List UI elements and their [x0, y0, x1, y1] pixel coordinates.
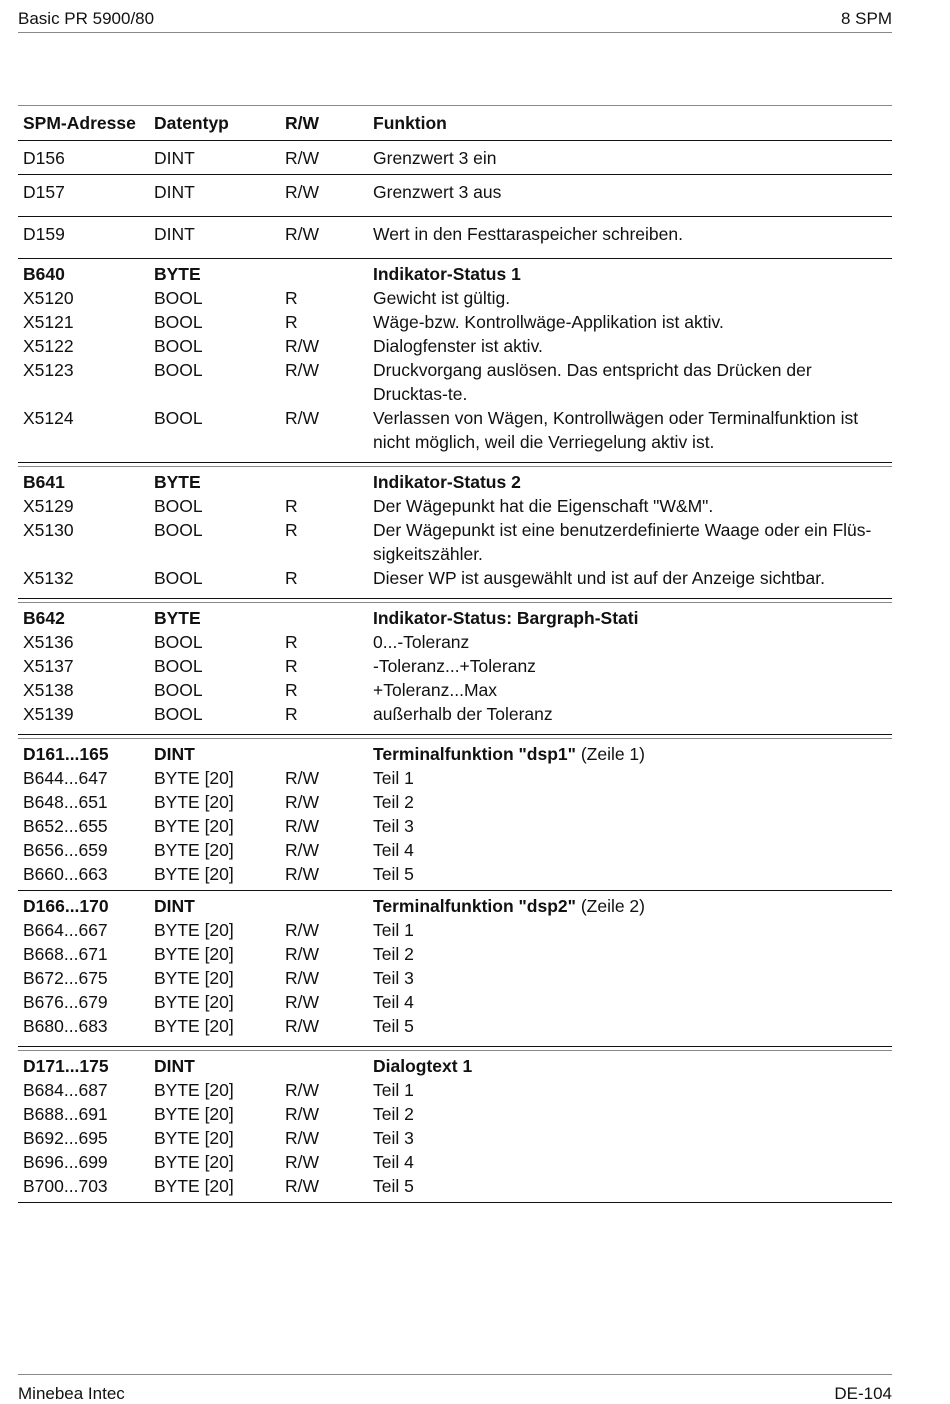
address-cell: X5122 — [23, 336, 74, 356]
group-title-cell — [368, 606, 892, 630]
table-row — [18, 1102, 892, 1126]
datatype-cell: BYTE [20] — [154, 1176, 234, 1196]
address-cell: X5137 — [23, 656, 74, 676]
table-row-group — [18, 603, 892, 739]
group-header-row — [18, 742, 892, 766]
datatype-cell: BYTE [20] — [154, 1128, 234, 1148]
table-row — [18, 814, 892, 838]
datatype-cell: BYTE [20] — [154, 1080, 234, 1100]
rw-cell: R — [285, 568, 298, 588]
function-cell: außerhalb der Toleranz — [373, 704, 553, 724]
datatype-cell: BOOL — [154, 336, 203, 356]
address-cell: B688...691 — [23, 1104, 108, 1124]
rw-cell: R/W — [285, 992, 320, 1012]
group-title: Indikator-Status 1 — [373, 264, 521, 284]
address-cell: D159 — [23, 223, 65, 244]
group-title: Indikator-Status: Bargraph-Stati — [373, 608, 639, 628]
datatype-cell: BOOL — [154, 408, 203, 428]
group-address-cell: D161...165 — [23, 744, 109, 764]
address-cell: X5138 — [23, 680, 74, 700]
function-cell: Gewicht ist gültig. — [373, 288, 511, 308]
address-cell: B692...695 — [23, 1128, 108, 1148]
group-address-cell: D171...175 — [23, 1056, 109, 1076]
function-cell: Teil 4 — [373, 992, 414, 1012]
group-header-row — [18, 470, 892, 494]
datatype-cell: BOOL — [154, 360, 203, 380]
table-row — [18, 766, 892, 790]
datatype-cell: BYTE [20] — [154, 768, 234, 788]
rw-cell: R — [285, 656, 298, 676]
address-cell: B684...687 — [23, 1080, 108, 1100]
rw-cell: R/W — [285, 1104, 320, 1124]
group-datatype-cell: BYTE — [154, 472, 201, 492]
rw-cell: R/W — [285, 944, 320, 964]
table-row — [18, 310, 892, 334]
table-row — [18, 1150, 892, 1174]
rw-cell: R/W — [285, 1128, 320, 1148]
table-row — [18, 141, 892, 174]
rw-cell: R/W — [285, 816, 320, 836]
rw-cell: R/W — [285, 408, 320, 428]
table-row-group — [18, 259, 892, 467]
function-cell: Dieser WP ist ausgewählt und ist auf der Anzeige sichtbar. — [373, 568, 826, 588]
function-cell: +Toleranz...Max — [373, 680, 498, 700]
table-row — [18, 175, 892, 208]
datatype-cell: BOOL — [154, 520, 203, 540]
datatype-cell: BOOL — [154, 632, 203, 652]
group-header-row — [18, 262, 892, 286]
function-cell: Der Wägepunkt ist eine benutzerdefinierte Waage oder ein Flüs-sigkeitszähler. — [373, 520, 872, 564]
address-cell: X5121 — [23, 312, 74, 332]
table-row — [18, 862, 892, 886]
function-cell: Wert in den Festtaraspeicher schreiben. — [373, 223, 683, 244]
address-cell: B676...679 — [23, 992, 108, 1012]
group-datatype-cell: DINT — [154, 744, 195, 764]
rw-cell: R/W — [285, 864, 320, 884]
table-row — [18, 942, 892, 966]
address-cell: B644...647 — [23, 768, 108, 788]
address-cell: X5130 — [23, 520, 74, 540]
address-cell: B656...659 — [23, 840, 108, 860]
address-cell: X5124 — [23, 408, 74, 428]
datatype-cell: BOOL — [154, 704, 203, 724]
rw-cell: R — [285, 288, 298, 308]
column-header: Funktion — [373, 112, 447, 133]
company-name: Minebea Intec — [18, 1384, 125, 1403]
group-datatype-cell: BYTE — [154, 608, 201, 628]
table-row-group — [18, 217, 892, 259]
table-row — [18, 1174, 892, 1198]
table-row — [18, 217, 892, 250]
rw-cell: R/W — [285, 968, 320, 988]
rw-cell: R/W — [285, 147, 320, 168]
rw-cell: R/W — [285, 1152, 320, 1172]
datatype-cell: BYTE [20] — [154, 1152, 234, 1172]
group-title-cell — [368, 894, 892, 918]
function-cell: Teil 5 — [373, 1176, 414, 1196]
function-cell: Dialogfenster ist aktiv. — [373, 336, 543, 356]
rw-cell — [280, 262, 368, 286]
group-address-cell: B642 — [23, 608, 65, 628]
datatype-cell: BYTE [20] — [154, 840, 234, 860]
address-cell: X5123 — [23, 360, 74, 380]
group-title-cell — [368, 742, 892, 766]
page-footer — [18, 1374, 892, 1403]
spm-table — [18, 105, 892, 1203]
rw-cell: R/W — [285, 336, 320, 356]
function-cell: Verlassen von Wägen, Kontrollwägen oder Terminalfunktion ist nicht möglich, weil die Verriegelung aktiv ist. — [373, 408, 859, 452]
address-cell: D156 — [23, 147, 65, 168]
datatype-cell: BOOL — [154, 496, 203, 516]
table-row — [18, 678, 892, 702]
rw-cell — [280, 470, 368, 494]
group-header-row — [18, 606, 892, 630]
datatype-cell: BYTE [20] — [154, 816, 234, 836]
function-cell: Teil 4 — [373, 840, 414, 860]
rw-cell: R/W — [285, 360, 320, 380]
datatype-cell: BYTE [20] — [154, 992, 234, 1012]
table-row-group — [18, 739, 892, 891]
datatype-cell: BYTE [20] — [154, 864, 234, 884]
column-header: Datentyp — [154, 112, 229, 133]
rw-cell — [280, 894, 368, 918]
rw-cell — [280, 742, 368, 766]
rw-cell: R — [285, 520, 298, 540]
table-row — [18, 966, 892, 990]
group-title: Dialogtext 1 — [373, 1056, 473, 1076]
table-row — [18, 286, 892, 310]
datatype-cell: DINT — [154, 181, 195, 202]
table-row — [18, 654, 892, 678]
function-cell: Teil 1 — [373, 1080, 414, 1100]
group-address-cell: D166...170 — [23, 896, 109, 916]
table-row — [18, 1014, 892, 1038]
address-cell: D157 — [23, 181, 65, 202]
address-cell: B700...703 — [23, 1176, 108, 1196]
column-header: SPM-Adresse — [23, 112, 136, 133]
datatype-cell: BOOL — [154, 568, 203, 588]
group-header-row — [18, 1054, 892, 1078]
table-row — [18, 1126, 892, 1150]
datatype-cell: BYTE [20] — [154, 1016, 234, 1036]
table-row — [18, 358, 892, 406]
table-row-group — [18, 467, 892, 603]
function-cell: Grenzwert 3 aus — [373, 181, 502, 202]
rw-cell: R — [285, 704, 298, 724]
rw-cell: R/W — [285, 1080, 320, 1100]
group-title: Terminalfunktion "dsp1" — [373, 744, 576, 764]
group-title-cell — [368, 1054, 892, 1078]
datatype-cell: BYTE [20] — [154, 968, 234, 988]
group-datatype-cell: DINT — [154, 896, 195, 916]
table-row — [18, 1078, 892, 1102]
table-row — [18, 334, 892, 358]
address-cell: B664...667 — [23, 920, 108, 940]
column-header: R/W — [285, 112, 320, 133]
function-cell: Druckvorgang auslösen. Das entspricht das Drücken der Drucktas-te. — [373, 360, 812, 404]
datatype-cell: BYTE [20] — [154, 944, 234, 964]
table-row-group — [18, 891, 892, 1051]
function-cell: Teil 2 — [373, 944, 414, 964]
address-cell: B660...663 — [23, 864, 108, 884]
function-cell: Teil 1 — [373, 920, 414, 940]
group-title: Indikator-Status 2 — [373, 472, 521, 492]
rw-cell: R — [285, 496, 298, 516]
function-cell: Wäge-bzw. Kontrollwäge-Applikation ist aktiv. — [373, 312, 724, 332]
function-cell: Teil 2 — [373, 1104, 414, 1124]
group-title-cell — [368, 470, 892, 494]
table-row — [18, 566, 892, 590]
rw-cell — [280, 1054, 368, 1078]
group-title-suffix: (Zeile 2) — [575, 896, 645, 916]
group-address-cell: B640 — [23, 264, 65, 284]
rw-cell: R — [285, 680, 298, 700]
table-row — [18, 518, 892, 566]
datatype-cell: BOOL — [154, 680, 203, 700]
group-address-cell: B641 — [23, 472, 65, 492]
page-header — [18, 6, 892, 33]
chapter-label: 8 SPM — [840, 9, 892, 28]
datatype-cell: DINT — [154, 223, 195, 244]
function-cell: Teil 3 — [373, 816, 414, 836]
table-row — [18, 494, 892, 518]
datatype-cell: BYTE [20] — [154, 792, 234, 812]
function-cell: Teil 5 — [373, 1016, 414, 1036]
table-header-row — [18, 106, 892, 141]
rw-cell: R/W — [285, 920, 320, 940]
rw-cell — [280, 606, 368, 630]
datatype-cell: DINT — [154, 147, 195, 168]
datatype-cell: BOOL — [154, 312, 203, 332]
table-row — [18, 838, 892, 862]
function-cell: 0...-Toleranz — [373, 632, 470, 652]
table-row-group — [18, 175, 892, 217]
table-row — [18, 406, 892, 454]
address-cell: X5132 — [23, 568, 74, 588]
function-cell: Grenzwert 3 ein — [373, 147, 497, 168]
rw-cell: R/W — [285, 792, 320, 812]
function-cell: Teil 1 — [373, 768, 414, 788]
function-cell: Teil 3 — [373, 1128, 414, 1148]
rw-cell: R/W — [285, 181, 320, 202]
group-datatype-cell: BYTE — [154, 264, 201, 284]
group-title: Terminalfunktion "dsp2" — [373, 896, 576, 916]
rw-cell: R/W — [285, 1016, 320, 1036]
rw-cell: R/W — [285, 768, 320, 788]
page-number: DE-104 — [834, 1384, 892, 1403]
datatype-cell: BYTE [20] — [154, 1104, 234, 1124]
rw-cell: R — [285, 312, 298, 332]
address-cell: B652...655 — [23, 816, 108, 836]
address-cell: B672...675 — [23, 968, 108, 988]
group-datatype-cell: DINT — [154, 1056, 195, 1076]
rw-cell: R — [285, 632, 298, 652]
address-cell: X5139 — [23, 704, 74, 724]
table-row — [18, 790, 892, 814]
table-row — [18, 990, 892, 1014]
address-cell: X5136 — [23, 632, 74, 652]
address-cell: B696...699 — [23, 1152, 108, 1172]
group-title-suffix: (Zeile 1) — [575, 744, 645, 764]
table-row — [18, 702, 892, 726]
table-groups — [18, 259, 892, 1203]
datatype-cell: BOOL — [154, 288, 203, 308]
rw-cell: R/W — [285, 840, 320, 860]
address-cell: X5129 — [23, 496, 74, 516]
address-cell: B668...671 — [23, 944, 108, 964]
table-row — [18, 918, 892, 942]
table-row-group — [18, 1051, 892, 1203]
address-cell: X5120 — [23, 288, 74, 308]
group-title-cell — [368, 262, 892, 286]
address-cell: B680...683 — [23, 1016, 108, 1036]
rw-cell: R/W — [285, 223, 320, 244]
rw-cell: R/W — [285, 1176, 320, 1196]
function-cell: Der Wägepunkt hat die Eigenschaft "W&M". — [373, 496, 714, 516]
function-cell: Teil 3 — [373, 968, 414, 988]
datatype-cell: BYTE [20] — [154, 920, 234, 940]
address-cell: B648...651 — [23, 792, 108, 812]
document-title: Basic PR 5900/80 — [18, 9, 155, 28]
function-cell: Teil 5 — [373, 864, 414, 884]
table-row — [18, 630, 892, 654]
table-row-group — [18, 141, 892, 175]
datatype-cell: BOOL — [154, 656, 203, 676]
group-header-row — [18, 894, 892, 918]
function-cell: Teil 4 — [373, 1152, 414, 1172]
function-cell: Teil 2 — [373, 792, 414, 812]
function-cell: -Toleranz...+Toleranz — [373, 656, 536, 676]
